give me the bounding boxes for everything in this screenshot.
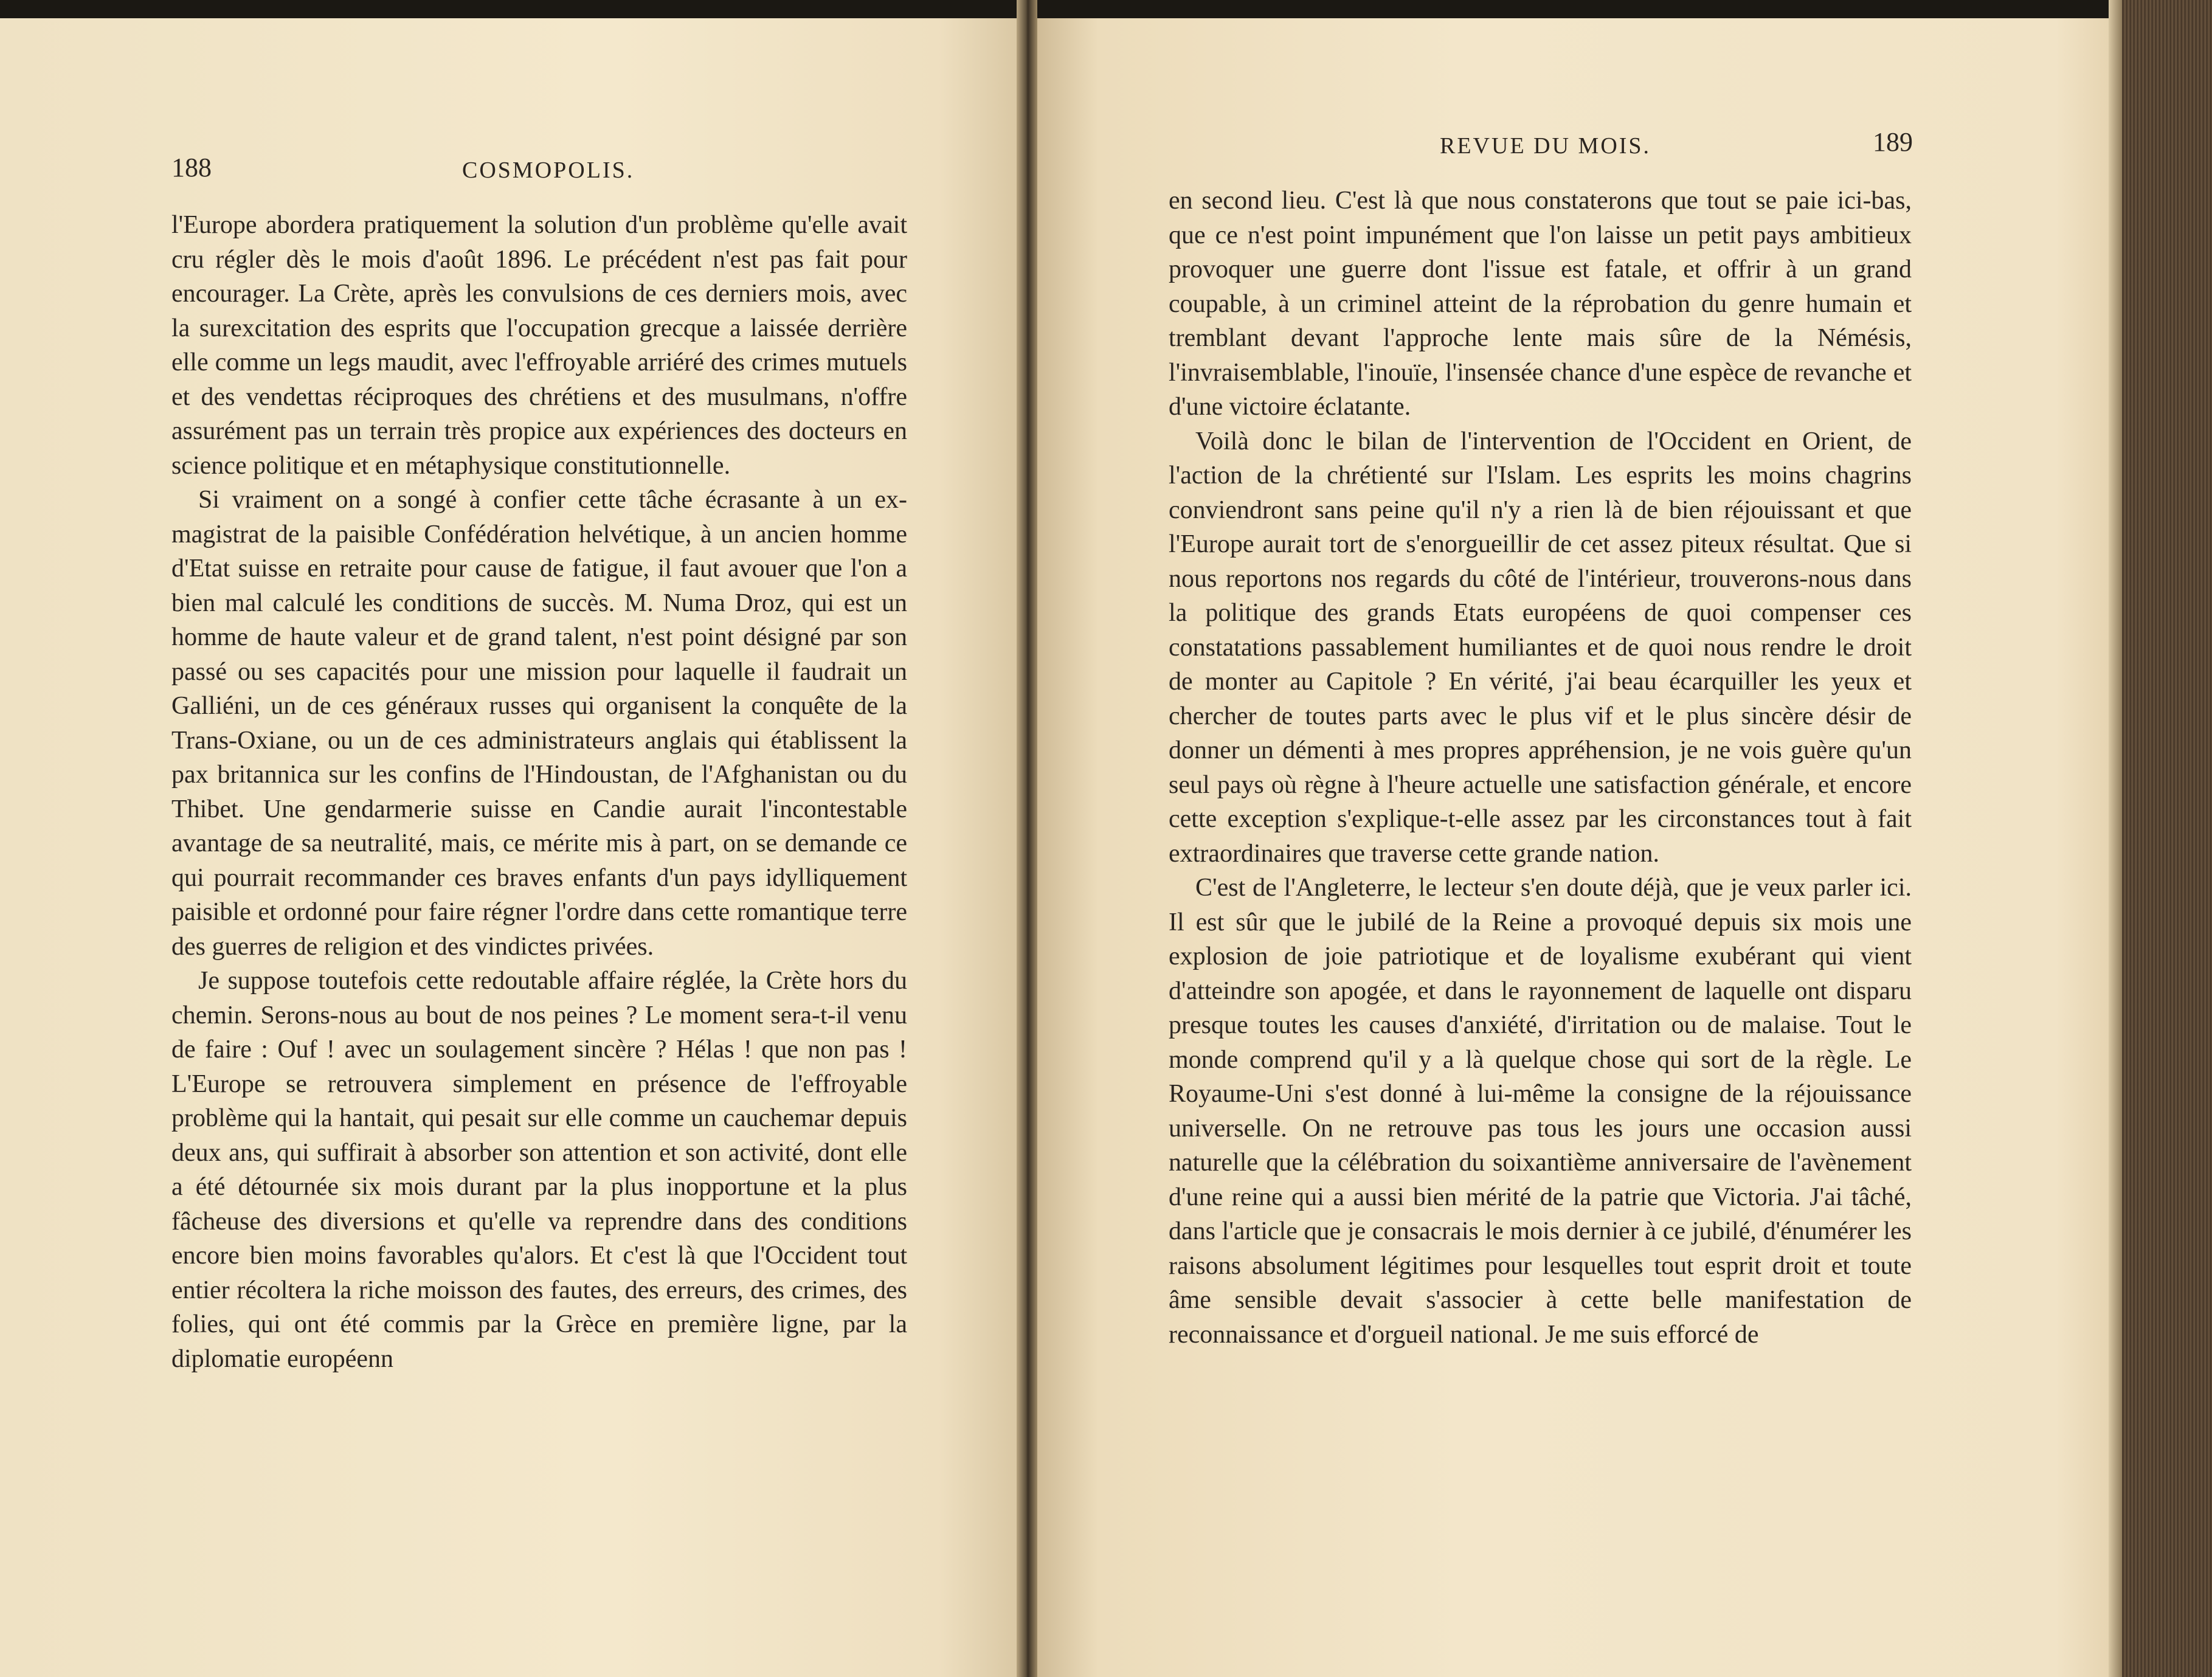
- right-running-head: REVUE DU MOIS.: [1440, 133, 1651, 159]
- paragraph: Je suppose toutefois cette redoutable affaire réglée, la Crète hors du chemin. Serons-nous au bout de nos peines ? Le moment sera-t-il venu de faire : Ouf ! avec un soulagement sincère ? Hélas ! que non pas ! L'Europe se retrouvera simplement en présence de l'effroyable problème qui la hantait, qui pesait sur elle comme un cauchemar depuis deux ans, qui suffirait à absorber son attention et son activité, dont elle a été détournée six mois durant par la plus inopportune et la plus fâcheuse des diversions et qu'elle va reprendre dans des conditions encore bien moins favorables qu'alors. Et c'est là que l'Occident tout entier récoltera la riche moisson des fautes, des erreurs, des crimes, des folies, qui ont été commis par la Grèce en première ligne, par la diplomatie européenn: [171, 967, 907, 1373]
- left-page-number: 188: [171, 153, 212, 182]
- left-page-body: [171, 208, 907, 1376]
- right-page-body: [1169, 184, 1912, 1352]
- paragraph: en second lieu. C'est là que nous constaterons que tout se paie ici-bas, que ce n'est point impunément que l'on laisse un petit pays ambitieux provoquer une guerre dont l'issue est fatale, et offrir à un grand coupable, à un criminel atteint de la réprobation du genre humain et tremblant devant l'approche lente mais sûre de la Némésis, l'invraisemblable, l'inouïe, l'insensée chance d'une espèce de revanche et d'une victoire éclatante.: [1169, 187, 1912, 421]
- paragraph: l'Europe abordera pratiquement la solution d'un problème qu'elle avait cru régler dès le mois d'août 1896. Le précédent n'est pas fait pour encourager. La Crète, après les convulsions de ces derniers mois, avec la surexcitation des esprits que l'occupation grecque a laissée derrière elle comme un legs maudit, avec l'effroyable arriéré des crimes mutuels et des vendettas réciproques des chrétiens et des musulmans, n'offre assurément pas un terrain très propice aux expériences des docteurs en science politique et en métaphysique constitutionnelle.: [171, 211, 907, 480]
- book-gutter: [1017, 0, 1037, 1677]
- paragraph: C'est de l'Angleterre, le lecteur s'en doute déjà, que je veux parler ici. Il est sûr que le jubilé de la Reine a provoqué depuis six mois une explosion de joie patriotique et de loyalisme exubérant qui vient d'atteindre son apogée, et dans le rayonnement de laquelle ont disparu presque toutes les causes d'anxiété, d'irritation ou de malaise. Tout le monde comprend qu'il y a là quelque chose qui sort de la règle. Le Royaume-Uni s'est donné à lui-même la consigne de la réjouissance universelle. On ne retrouve pas tous les jours une occasion aussi naturelle que la célébration du soixantième anniversaire de l'avènement d'une reine qui a aussi bien mérité de la patrie que Victoria. J'ai tâché, dans l'article que je consacrais le mois dernier à ce jubilé, d'énumérer les raisons absolument légitimes pour lesquelles tout esprit droit et toute âme sensible devait s'associer à cette belle manifestation de reconnaissance et d'orgueil national. Je me suis efforcé de: [1169, 874, 1912, 1349]
- paragraph: Si vraiment on a songé à confier cette tâche écrasante à un ex-magistrat de la paisible Confédération helvétique, à un ancien homme d'Etat suisse en retraite pour cause de fatigue, il faut avouer que l'on a bien mal calculé les conditions de succès. M. Numa Droz, qui est un homme de haute valeur et de grand talent, n'est point désigné par son passé ou ses capacités pour une mission pour laquelle il faudrait un Galliéni, un de ces généraux russes qui organisent la conquête de la Trans-Oxiane, ou un de ces administrateurs anglais qui établissent la pax britannica sur les confins de l'Hindoustan, de l'Afghanistan ou du Thibet. Une gendarmerie suisse en Candie aurait l'incontestable avantage de sa neutralité, mais, ce mérite mis à part, on se demande ce qui pourrait recommander ces braves enfants d'un pays idylliquement paisible et ordonné pour faire régner l'ordre dans cette romantique terre des guerres de religion et des vindictes privées.: [171, 486, 907, 961]
- left-running-head: COSMOPOLIS.: [462, 157, 635, 183]
- paragraph: Voilà donc le bilan de l'intervention de l'Occident en Orient, de l'action de la chrétienté sur l'Islam. Les esprits les moins chagrins conviendront sans peine qu'il n'y a rien là de bien réjouissant et que l'Europe aurait tort de s'enorgueillir de cet assez piteux résultat. Que si nous reportons nos regards du côté de l'intérieur, trouverons-nous dans la politique des grands Etats européens de quoi compenser ces constatations passablement humiliantes et de quoi nous rendre le droit de monter au Capitole ? En vérité, j'ai beau écarquiller les yeux et chercher de toutes parts avec le plus vif et le plus sincère désir de donner un démenti à mes propres appréhension, je ne vois guère qu'un seul pays où règne à l'heure actuelle une satisfaction générale, et encore cette exception s'explique-t-elle assez par les circonstances tout à fait extraordinaires que traverse cette grande nation.: [1169, 427, 1912, 868]
- right-page-number: 189: [1873, 127, 1913, 157]
- page-edge-shadow: [2109, 0, 2122, 1677]
- book-edge: [2109, 0, 2212, 1677]
